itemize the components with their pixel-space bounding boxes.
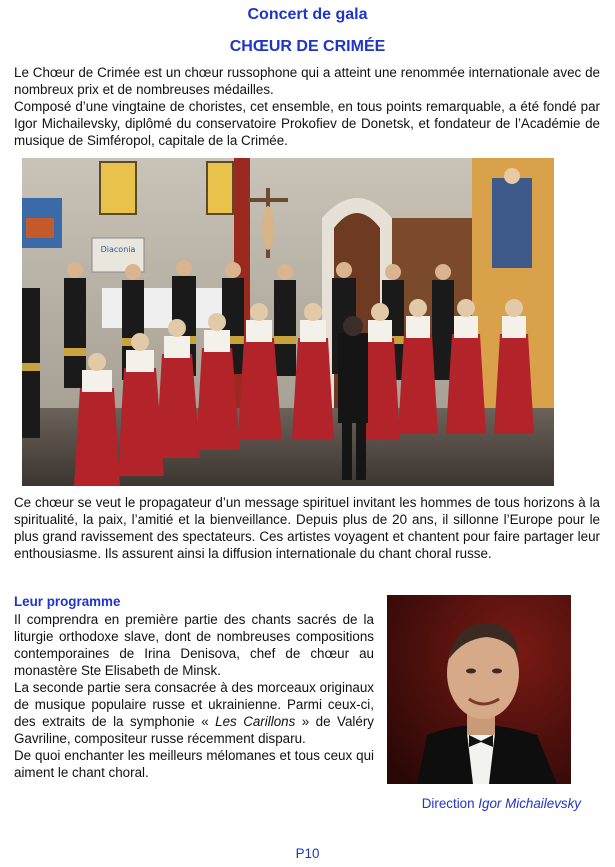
programme-heading: Leur programme [14,594,121,609]
programme-paragraph-1: Il comprendra en première partie des chants sacrés de la liturgie orthodoxe slave, dont de nombreuses compositions contemporaines de Irina Denisova, chef de chœur au monastère Ste Elisabeth de Minsk. [14,612,374,678]
page-number: P10 [295,846,320,861]
choir-title: CHŒUR DE CRIMÉE [229,38,386,55]
caption-label: Direction [421,796,479,811]
choir-photo [22,158,554,486]
conductor-portrait [387,595,571,784]
programme-text [14,611,374,781]
conductor-name: Igor Michailevsky [478,796,581,811]
event-title: Concert de gala [247,6,368,23]
symphony-title: Les Carillons [215,714,296,729]
banner-text: Diaconia [100,245,136,254]
programme-paragraph-3: De quoi enchanter les meilleurs mélomanes et tous ceux qui aiment le chant choral. [14,748,374,780]
programme-p2-end: » de Valéry Gavriline, compositeur russe récemment disparu. [14,714,375,746]
intro-text [14,64,600,149]
programme-paragraph-2 [14,679,374,747]
portrait-caption [387,796,581,811]
description-text: Ce chœur se veut le propagateur d’un message spirituel invitant les hommes de tous horizons à la spiritualité, la paix, l’amitié et la bienveillance. Depuis plus de 20 ans, il sillonne l’Europe pour le plus grand ravissement des spectateurs. Ces artistes voyagent et chantent pour faire partager leur enthousiasme. Ils assurent ainsi la diffusion internationale du chant choral russe. [14,495,600,561]
programme-p2-start: La seconde partie sera consacrée à des morceaux originaux de musique populaire russe et ukrainienne. Parmi ceux-ci, des extraits de la symphonie « [14,680,374,729]
intro-paragraph-1: Le Chœur de Crimée est un chœur russophone qui a atteint une renommée internationale avec de nombreux prix et de nombreuses médailles. [14,65,600,97]
intro-paragraph-2: Composé d’une vingtaine de choristes, cet ensemble, en tous points remarquable, a été fondé par Igor Michailevsky, diplômé du conservatoire Prokofiev de Donetsk, et fondateur de l’Académie de musique de Simféropol, capitale de la Crimée. [14,99,600,148]
